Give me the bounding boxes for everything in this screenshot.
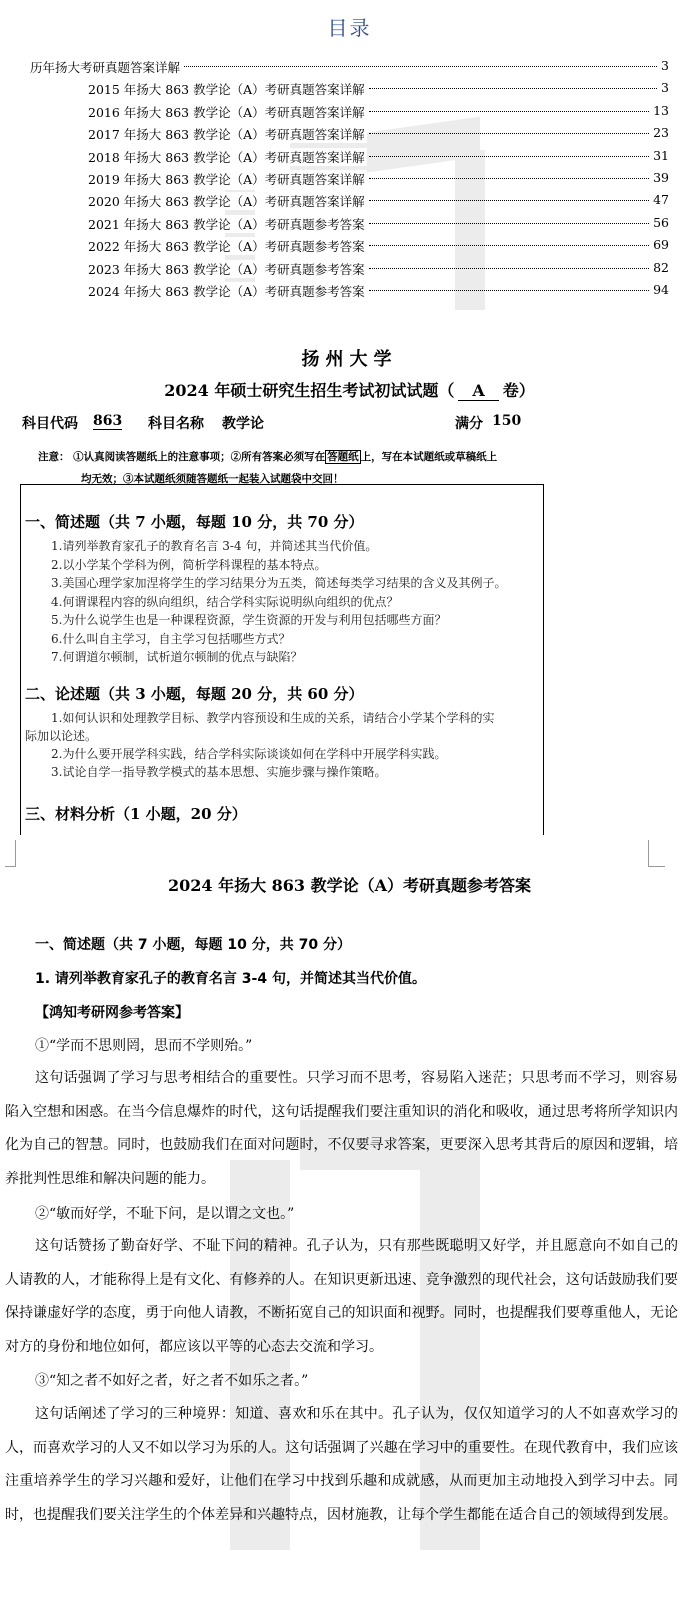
toc-entry-text: 2024 年扬大 863 教学论（A）考研真题参考答案 [88, 284, 365, 299]
subject-name: 教学论 [222, 416, 264, 432]
quote: ②“敏而好学，不耻下问，是以谓之文也。” [35, 1206, 295, 1222]
reference-label: 【鸿知考研网参考答案】 [35, 1005, 189, 1021]
question-item: 6.什么叫自主学习，自主学习包括哪些方式？ [51, 631, 291, 646]
toc-page-number: 69 [653, 237, 669, 253]
answer-section-heading: 一、简述题（共 7 小题，每题 10 分，共 70 分） [35, 937, 351, 953]
question-item: 3.试论自学一指导教学模式的基本思想、实施步骤与操作策略。 [51, 765, 387, 779]
toc-page-number: 31 [653, 147, 669, 163]
question-item: 4.何谓课程内容的纵向组织，结合学科实际说明纵向组织的优点？ [51, 594, 399, 609]
toc-entry-text: 2017 年扬大 863 教学论（A）考研真题答案详解 [88, 127, 365, 143]
subject-name-label: 科目名称 [148, 416, 204, 432]
exam-title: 2024 年硕士研究生招生考试初试试题（ A 卷） [164, 381, 535, 400]
toc-entry[interactable] [0, 282, 699, 302]
toc-entry-text: 2018 年扬大 863 教学论（A）考研真题答案详解 [88, 149, 365, 165]
toc-entry[interactable] [0, 80, 699, 100]
toc-leader-dots [369, 156, 649, 157]
question-item: 2.为什么要开展学科实践，结合学科实际谈谈如何在学科中开展学科实践。 [51, 747, 447, 761]
question-item: 际加以论述。 [25, 729, 98, 743]
full-score: 150 [492, 413, 522, 429]
toc-entry[interactable] [0, 148, 699, 168]
section-heading: 一、简述题（共 7 小题，每题 10 分，共 70 分） [25, 513, 364, 531]
toc-page-number: 82 [653, 259, 669, 275]
toc-entry[interactable] [0, 260, 699, 280]
question-item: 5.为什么说学生也是一种课程资源，学生资源的开发与利用包括哪些方面？ [51, 613, 447, 627]
toc-leader-dots [369, 133, 649, 134]
toc-entry[interactable] [0, 215, 699, 235]
toc-entry-text: 历年扬大考研真题答案详解 [30, 60, 181, 75]
toc-page-number: 39 [653, 170, 669, 185]
paragraph: 这句话阐述了学习的三种境界：知道、喜欢和乐在其中。孔子认为，仅仅知道学习的人不如喜欢学习的人，而喜欢学习的人又不如以学习为乐的人。这句话强调了兴趣在学习中的重要性。在现代教育中，我们应该注重培养学生的学习兴趣和爱好，让他们在学习中找到乐趣和成就感，从而更加主动地投入到学习中去。同时，也提醒我们要关注学生的个体差异和兴趣特点，因材施教，让每个学生都能在适合自己的领域得到发展。 [5, 1406, 678, 1523]
toc-page-number: 13 [653, 102, 669, 118]
exam-notice: 注意： ①认真阅读答题纸上的注意事项；②所有答案必须写在 答题纸 上，写在本试题纸或草稿纸上 均无效；③本试题纸须随答题纸一起装入试题袋中交回！ [38, 451, 498, 485]
toc-leader-dots [184, 66, 657, 67]
toc-leader-dots [369, 245, 649, 246]
toc-page-number: 3 [661, 58, 669, 73]
paper-letter: A [458, 381, 498, 401]
toc-page-number: 3 [661, 80, 669, 96]
question-item: 3.美国心理学家加涅将学生的学习结果分为五类，简述每类学习结果的含义及其例子。 [51, 576, 507, 590]
toc-leader-dots [369, 111, 649, 112]
full-score-label: 满分 [455, 416, 483, 432]
toc-entry[interactable] [0, 237, 699, 257]
toc-entry[interactable] [0, 103, 699, 123]
paragraph: 这句话强调了学习与思考相结合的重要性。只学习而不思考，容易陷入迷茫；只思考而不学习，则容易陷入空想和困惑。在当今信息爆炸的时代，这句话提醒我们要注重知识的消化和吸收，通过思考将所学知识内化为自己的智慧。同时，也鼓励我们在面对问题时，不仅要寻求答案，更要深入思考其背后的原因和逻辑，培养批判性思维和解决问题的能力。 [5, 1070, 678, 1187]
toc-entry[interactable] [0, 58, 699, 78]
question-item: 1.如何认识和处理教学目标、教学内容预设和生成的关系，请结合小学某个学科的实 [51, 711, 495, 725]
question-item: 2.以小学某个学科为例，简析学科课程的基本特点。 [51, 557, 327, 572]
toc-entry-text: 2021 年扬大 863 教学论（A）考研真题参考答案 [88, 216, 365, 232]
toc-entry-text: 2022 年扬大 863 教学论（A）考研真题参考答案 [88, 239, 365, 255]
quote: ①“学而不思则罔，思而不学则殆。” [35, 1038, 253, 1054]
toc-page-number: 23 [653, 125, 669, 141]
toc-entry-text: 2019 年扬大 863 教学论（A）考研真题答案详解 [88, 172, 365, 187]
toc-title: 目录 [327, 16, 372, 40]
toc-leader-dots [369, 223, 649, 224]
toc-leader-dots [369, 268, 649, 269]
section-heading: 三、材料分析（1 小题，20 分） [25, 805, 247, 823]
question-box [20, 484, 544, 835]
toc-page-number: 47 [653, 192, 669, 208]
subject-code-label: 科目代码 [22, 416, 78, 432]
toc-entry-text: 2020 年扬大 863 教学论（A）考研真题答案详解 [88, 194, 365, 210]
question-item: 7.何谓道尔顿制，试析道尔顿制的优点与缺陷？ [51, 650, 303, 664]
toc-entry-text: 2016 年扬大 863 教学论（A）考研真题答案详解 [88, 104, 365, 120]
toc-leader-dots [369, 178, 649, 179]
toc-entry[interactable] [0, 125, 699, 145]
quote: ③“知之者不如好之者，好之者不如乐之者。” [35, 1373, 309, 1389]
exam-university: 扬州大学 [301, 349, 398, 370]
toc-page-number: 56 [653, 214, 669, 230]
toc-entry[interactable] [0, 170, 699, 190]
toc-leader-dots [369, 290, 649, 291]
subject-code: 863 [93, 413, 123, 429]
toc-entry-text: 2023 年扬大 863 教学论（A）考研真题参考答案 [88, 261, 365, 277]
toc-entry[interactable] [0, 192, 699, 212]
paragraph: 这句话赞扬了勤奋好学、不耻下问的精神。孔子认为，只有那些既聪明又好学，并且愿意向不如自己的人请教的人，才能称得上是有文化、有修养的人。在知识更新迅速、竞争激烈的现代社会，这句话鼓励我们要保持谦虚好学的态度，勇于向他人请教，不断拓宽自己的知识面和视野。同时，也提醒我们要尊重他人，无论对方的身份和地位如何，都应该以平等的心态去交流和学习。 [5, 1238, 678, 1355]
page-corner-mark [5, 840, 16, 867]
toc-leader-dots [369, 200, 649, 201]
toc-entry-text: 2015 年扬大 863 教学论（A）考研真题答案详解 [88, 82, 365, 98]
page-corner-mark [648, 840, 665, 867]
toc-page-number: 94 [653, 282, 669, 297]
answer-title: 2024 年扬大 863 教学论（A）考研真题参考答案 [167, 876, 532, 895]
answer-question: 1. 请列举教育家孔子的教育名言 3-4 句，并简述其当代价值。 [35, 971, 426, 987]
toc-leader-dots [369, 88, 657, 89]
section-heading: 二、论述题（共 3 小题，每题 20 分，共 60 分） [25, 685, 364, 703]
question-item: 1.请列举教育家孔子的教育名言 3-4 句，并简述其当代价值。 [51, 539, 378, 553]
